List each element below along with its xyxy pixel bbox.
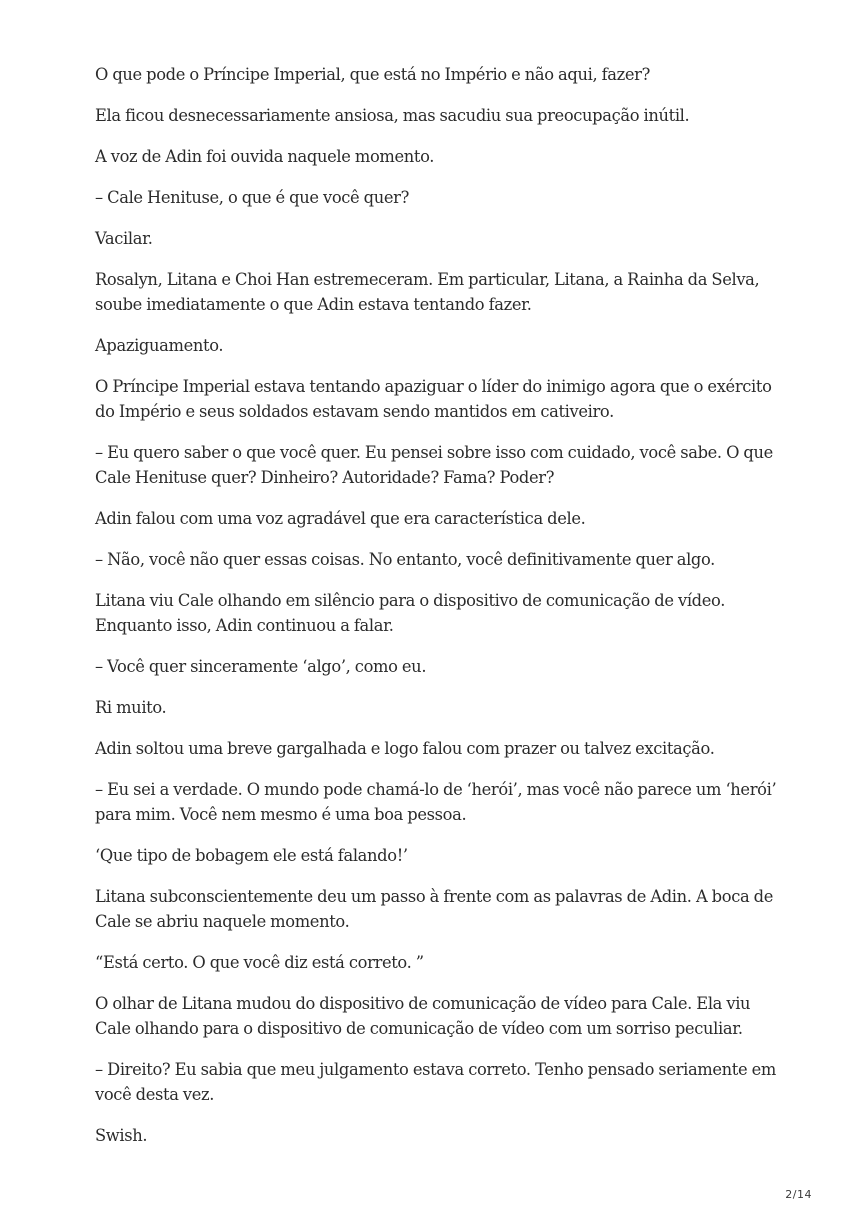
page-number: 2/14 [785, 1188, 812, 1201]
paragraph: A voz de Adin foi ouvida naquele momento. [95, 147, 435, 166]
paragraph: Swish. [95, 1126, 148, 1145]
paragraph: “Está certo. O que você diz está correto. ” [95, 953, 424, 972]
paragraph: Adin falou com uma voz agradável que era característica dele. [95, 509, 586, 528]
paragraph: Rosalyn, Litana e Choi Han estremeceram. Em particular, Litana, a Rainha da Selva, soube imediatamente o que Adin estava tentando fazer. [95, 270, 760, 314]
paragraph: Apaziguamento. [95, 336, 224, 355]
paragraph: O Príncipe Imperial estava tentando apaziguar o líder do inimigo agora que o exército do Império e seus soldados estavam sendo mantidos em cativeiro. [95, 377, 772, 421]
paragraph: O olhar de Litana mudou do dispositivo de comunicação de vídeo para Cale. Ela viu Cale olhando para o dispositivo de comunicação de vídeo com um sorriso peculiar. [95, 994, 751, 1038]
document-body [95, 62, 785, 1164]
paragraph: – Eu sei a verdade. O mundo pode chamá-lo de ‘herói’, mas você não parece um ‘herói’ para mim. Você nem mesmo é uma boa pessoa. [95, 780, 777, 824]
paragraph: ‘Que tipo de bobagem ele está falando!’ [95, 846, 408, 865]
paragraph: Vacilar. [95, 229, 153, 248]
paragraph: O que pode o Príncipe Imperial, que está no Império e não aqui, fazer? [95, 65, 650, 84]
paragraph: – Cale Henituse, o que é que você quer? [95, 188, 409, 207]
paragraph: – Não, você não quer essas coisas. No entanto, você definitivamente quer algo. [95, 550, 715, 569]
paragraph: – Você quer sinceramente ‘algo’, como eu. [95, 657, 427, 676]
paragraph: Adin soltou uma breve gargalhada e logo falou com prazer ou talvez excitação. [95, 739, 715, 758]
paragraph: Litana subconscientemente deu um passo à frente com as palavras de Adin. A boca de Cale se abriu naquele momento. [95, 887, 774, 931]
paragraph: Litana viu Cale olhando em silêncio para o dispositivo de comunicação de vídeo. Enquanto isso, Adin continuou a falar. [95, 591, 726, 635]
paragraph: Ela ficou desnecessariamente ansiosa, mas sacudiu sua preocupação inútil. [95, 106, 690, 125]
paragraph: – Direito? Eu sabia que meu julgamento estava correto. Tenho pensado seriamente em você desta vez. [95, 1060, 776, 1104]
paragraph: Ri muito. [95, 698, 167, 717]
paragraph: – Eu quero saber o que você quer. Eu pensei sobre isso com cuidado, você sabe. O que Cale Henituse quer? Dinheiro? Autoridade? Fama? Poder? [95, 443, 773, 487]
